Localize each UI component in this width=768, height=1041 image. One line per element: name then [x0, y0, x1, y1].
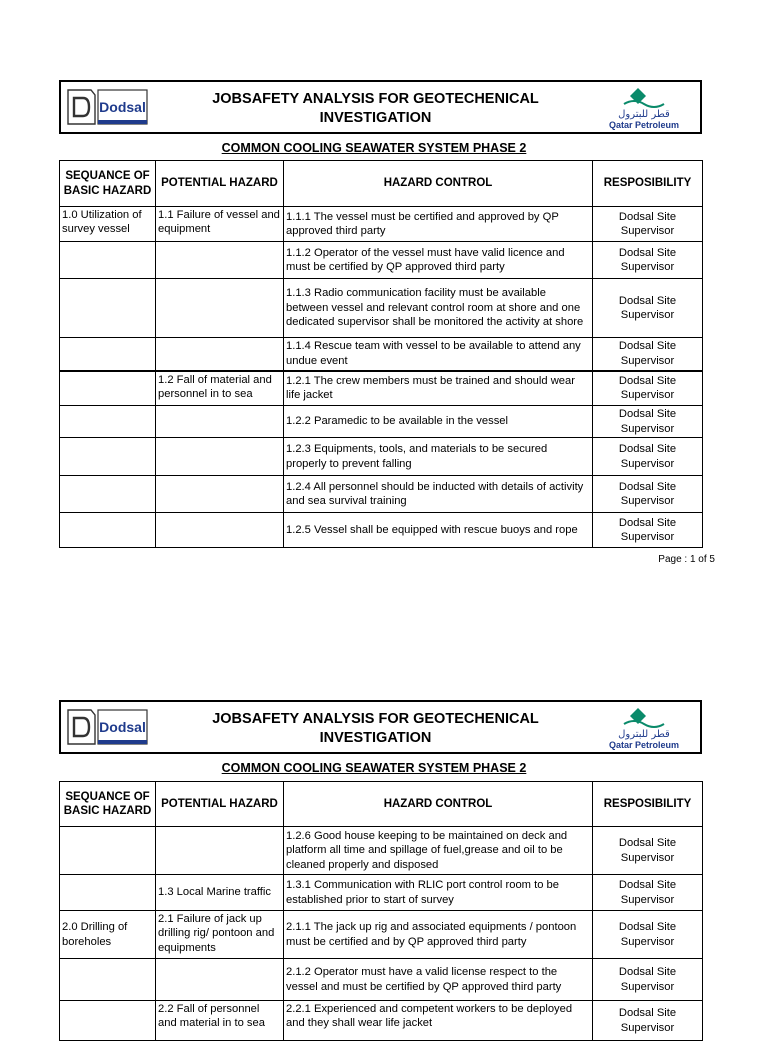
hazard-control-cell: 1.1.4 Rescue team with vessel to be available to attend any undue event [284, 338, 593, 371]
table-row [60, 827, 703, 875]
responsibility-cell: Dodsal Site Supervisor [593, 1001, 703, 1041]
potential-hazard-cell: 1.1 Failure of vessel and equipment [156, 207, 284, 242]
responsibility-cell: Dodsal Site Supervisor [593, 875, 703, 911]
hazard-control-cell: 2.1.1 The jack up rig and associated equipments / pontoon must be certified and by QP approved third party [284, 911, 593, 959]
responsibility-cell: Dodsal Site Supervisor [593, 827, 703, 875]
responsibility-cell: Dodsal Site Supervisor [593, 371, 703, 406]
svg-text:Qatar Petroleum: Qatar Petroleum [608, 120, 680, 130]
hazard-control-cell: 1.2.3 Equipments, tools, and materials to be secured properly to prevent falling [284, 438, 593, 476]
responsibility-cell: Dodsal Site Supervisor [593, 406, 703, 438]
svg-text:Dodsal: Dodsal [99, 719, 146, 735]
svg-text:قطر للبترول: قطر للبترول [618, 109, 670, 120]
hazard-control-cell: 2.2.1 Experienced and competent workers to be deployed and they shall wear life jacket [284, 1001, 593, 1041]
qatar-petroleum-logo [594, 704, 694, 752]
hazard-control-cell: 1.2.2 Paramedic to be available in the vessel [284, 406, 593, 438]
responsibility-cell: Dodsal Site Supervisor [593, 338, 703, 371]
svg-text:قطر للبترول: قطر للبترول [618, 729, 670, 740]
hazard-control-cell: 1.2.6 Good house keeping to be maintained on deck and platform all time and spillage of fuel,grease and oil to be cleaned properly and disposed [284, 827, 593, 875]
header-responsibility: RESPOSIBILITY [593, 782, 703, 827]
hazard-control-cell: 1.2.1 The crew members must be trained and should wear life jacket [284, 371, 593, 406]
page-number: Page : 1 of 5 [658, 554, 715, 565]
hazard-table-page-2 [59, 781, 703, 1041]
responsibility-cell: Dodsal Site Supervisor [593, 513, 703, 548]
table-header-row [60, 782, 703, 827]
dodsal-logo [65, 706, 149, 748]
header-responsibility: RESPOSIBILITY [593, 161, 703, 207]
sequence-cell [60, 827, 156, 875]
document-title: JOBSAFETY ANALYSIS FOR GEOTECHENICAL INVESTIGATION [212, 711, 539, 746]
hazard-control-cell: 1.1.3 Radio communication facility must be available between vessel and relevant control room at shore and one dedicated supervisor shall be monitored the activity at shore [284, 279, 593, 338]
responsibility-cell: Dodsal Site Supervisor [593, 911, 703, 959]
document-title: JOBSAFETY ANALYSIS FOR GEOTECHENICAL INVESTIGATION [212, 91, 539, 126]
potential-hazard-cell: 2.1 Failure of jack up drilling rig/ pontoon and equipments [156, 911, 284, 959]
potential-hazard-cell [156, 959, 284, 1001]
table-row [60, 911, 703, 959]
sequence-cell [60, 1001, 156, 1041]
subtitle: COMMON COOLING SEAWATER SYSTEM PHASE 2 [221, 141, 527, 155]
header-potential-hazard: POTENTIAL HAZARD [156, 782, 284, 827]
responsibility-cell: Dodsal Site Supervisor [593, 279, 703, 338]
potential-hazard-cell: 1.3 Local Marine traffic [156, 875, 284, 911]
potential-hazard-cell [156, 827, 284, 875]
subtitle: COMMON COOLING SEAWATER SYSTEM PHASE 2 [221, 761, 527, 775]
potential-hazard-cell: 2.2 Fall of personnel and material in to sea [156, 1001, 284, 1041]
hazard-control-cell: 1.2.5 Vessel shall be equipped with rescue buoys and rope [284, 513, 593, 548]
header-sequence: SEQUANCE OF BASIC HAZARD [60, 161, 156, 207]
potential-hazard-cell: 1.2 Fall of material and personnel in to sea [156, 371, 284, 406]
header-sequence: SEQUANCE OF BASIC HAZARD [60, 782, 156, 827]
table-row [60, 1001, 703, 1041]
sequence-cell [60, 959, 156, 1001]
sequence-cell: 2.0 Drilling of boreholes [60, 911, 156, 959]
header-hazard-control: HAZARD CONTROL [284, 782, 593, 827]
hazard-control-cell: 1.3.1 Communication with RLIC port control room to be established prior to start of survey [284, 875, 593, 911]
hazard-control-cell: 1.1.2 Operator of the vessel must have valid licence and must be certified by QP approved third party [284, 242, 593, 279]
responsibility-cell: Dodsal Site Supervisor [593, 959, 703, 1001]
table-row [60, 959, 703, 1001]
svg-text:Qatar Petroleum: Qatar Petroleum [608, 740, 680, 750]
hazard-control-cell: 1.1.1 The vessel must be certified and approved by QP approved third party [284, 207, 593, 242]
hazard-control-cell: 1.2.4 All personnel should be inducted with details of activity and sea survival training [284, 476, 593, 513]
header-hazard-control: HAZARD CONTROL [284, 161, 593, 207]
responsibility-cell: Dodsal Site Supervisor [593, 207, 703, 242]
table-row [60, 875, 703, 911]
header-potential-hazard: POTENTIAL HAZARD [156, 161, 284, 207]
sequence-cell: 1.0 Utilization of survey vessel [60, 207, 156, 242]
responsibility-cell: Dodsal Site Supervisor [593, 242, 703, 279]
sequence-cell [60, 875, 156, 911]
responsibility-cell: Dodsal Site Supervisor [593, 476, 703, 513]
svg-text:Dodsal: Dodsal [99, 99, 146, 115]
header-box [59, 700, 702, 754]
hazard-control-cell: 2.1.2 Operator must have a valid license respect to the vessel and must be certified by QP approved third party [284, 959, 593, 1001]
responsibility-cell: Dodsal Site Supervisor [593, 438, 703, 476]
